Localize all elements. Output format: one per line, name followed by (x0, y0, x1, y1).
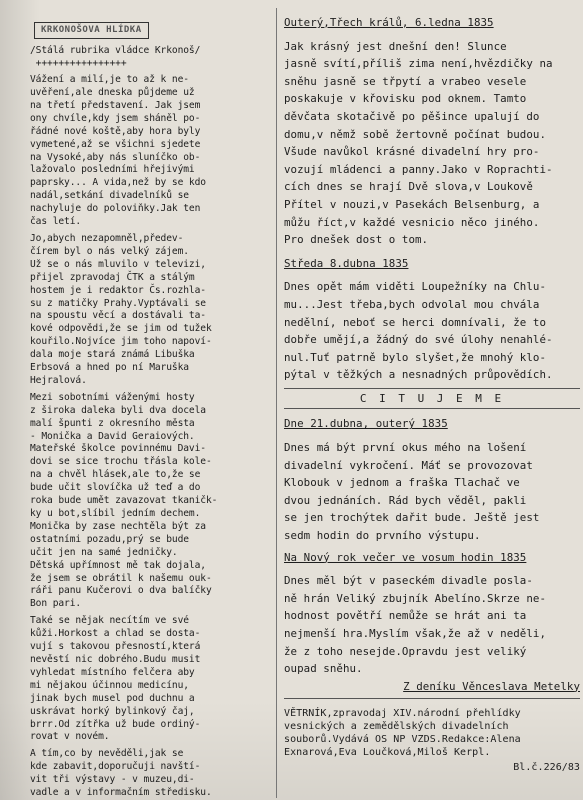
paragraph: Vážení a milí,je to až k ne- uvěření,ale dneska půjdeme už na třetí představení. Jak jsem ony chvíle,kdy jsem sháněl po- řádné nové koště,aby hora byly vymetené,až se všichni sjedete na Vysoké,aby nás sluníčko ob- lažovalo posledními hřejivými paprsky... A vida,než by se kdo nadál,setkání divadelníků se nachyluje do poloviňky.Jak ten čas letí. (30, 74, 206, 228)
paragraph: Také se nějak necítím ve své kůži.Horkost a chlad se dosta- vují s takovou přesností,která nevěstí nic dobrého.Budu musit vyhledat místního felčera aby mi nějakou účinnou medicínu, jinak bych musel pod duchnu a uskrávat horký bylinkový čaj, brrr.Od zítřka už bude ordiný- rovat v novém. (30, 615, 201, 743)
paragraph: Mezi sobotními váženými hosty z široka daleka byli dva docela malí špunti z okresního města - Monička a David Geraiových. Mateřské školce povinnému Davi- dovi se sice trochu třásla kole- na a chvěl hlásek,ale to,že se bude učit slovíčka už teď a do roka bude umět zavazovat tkaničk- ky u bot,slíbil jedním dechem. Monička by zase nechtěla být za ostatními pozadu,prý se bude učit jen na samé jedničky. Dětská upřímnost mě tak dojala, že jsem se obrátil k našemu ouk- ráři panu Kučerovi o dva balíčky Bon pari. (30, 391, 218, 610)
paragraph: Dnes opět mám viděti Loupežníky na Chlu- mu...Jest třeba,bych odvolal mou chvála nedělní, neboť se herci domnívali, že to dobře umějí,a žádný do své úlohy nenahlé- nul.Tuť patrně bylo slyšet,že mnohý klo- pýtal v těžkých a nesnadných průpovědích. (284, 280, 553, 382)
diary-date: Na Nový rok večer ve vosum hodin 1835 (284, 550, 527, 564)
column-divider (276, 8, 277, 798)
footer-rule (284, 698, 580, 699)
left-column (30, 22, 270, 800)
signature: Z deníku Věnceslava Metelky (403, 679, 580, 693)
paragraph: Dnes má být první okus mého na lošení divadelní vykročení. Máť se provozovat Klobouk v jednom a fraška Tlachač ve dvou jednáních. Rád bych věděl, pakli se jen trochýtek dařit bude. Ještě jest sedm hodin do prvního výstupu. (284, 441, 540, 543)
rubric-header: KRKONOŠOVA HLÍDKA (34, 22, 149, 39)
diary-date: Dne 21.dubna, outerý 1835 (284, 417, 448, 431)
paragraph: A tím,co by nevěděli,jak se kde zabavit,doporučuji navští- vit tři výstavy - v muzeu,di- vadle a v informačním středisku. (30, 748, 212, 799)
diary-date: Středa 8.dubna 1835 (284, 256, 409, 270)
footer-masthead: VĚTRNÍK,zpravodaj XIV.národní přehlídky vesnických a zemědělských divadelních souborů.Vydává OS NP VZDS.Redakce:Alena Exnarová,Eva Loučková,Miloš Kerpl. (284, 708, 521, 759)
paragraph: Jak krásný jest dnešní den! Slunce jasně svítí,příliš zima není,hvězdičky na sněhu jasně se třpytí a vrabeo vesele poskakuje v křovisku pod oknem. Tamto děvčata skotačivě po pěšince upalují do domu,v němž sobě žertovně počínat budou. (284, 39, 553, 141)
paragraph: Jo,abych nezapomněl,předev- čírem byl o nás velký zájem. Už se o nás mluvilo v televizi, přijel zpravodaj ČTK a stálým hostem je i redaktor Čs.rozhla- su z matičky Prahy.Vyptávali se na spoustu věcí a dostávali ta- kové odpovědi,že se jim od tužek kouřilo.Nojvíce jim toho napoví- dala moje stará známá Libuška Erbsová a hned po ní Maruška Hejralová. (30, 232, 212, 386)
footer-credit: Bl.č.226/83 (513, 762, 580, 774)
right-column (284, 14, 580, 774)
rubric-subtitle: /Stálá rubrika vládce Krkonoš/ ++++++++++++++++ (30, 44, 201, 69)
footer (284, 707, 580, 774)
section-label: C I T U J E M E (284, 388, 580, 410)
paragraph: Všude navůkol krásné divadelní hry pro- vozují mládenci a panny.Jako v Roprachti- cích dnes se hrají Dvě slova,v Loukově Přítel v nouzi,v Pasekách Belsenburg, a můžu říct,v každé vesnicio něco jiného. Pro dnešek dost o tom. (284, 145, 553, 247)
paragraph: Dnes měl být v paseckém divadle posla- ně hrán Veliký zbujník Abelíno.Skrze ne- hodnost povětří nemůže se hrát ani ta nejmenší hra.Myslím však,že až v neděli, že z toho nesejde.Opravdu jest veliký oupad sněhu. (284, 574, 547, 676)
diary-date: Outerý,Třech králů, 6.ledna 1835 (284, 16, 494, 29)
